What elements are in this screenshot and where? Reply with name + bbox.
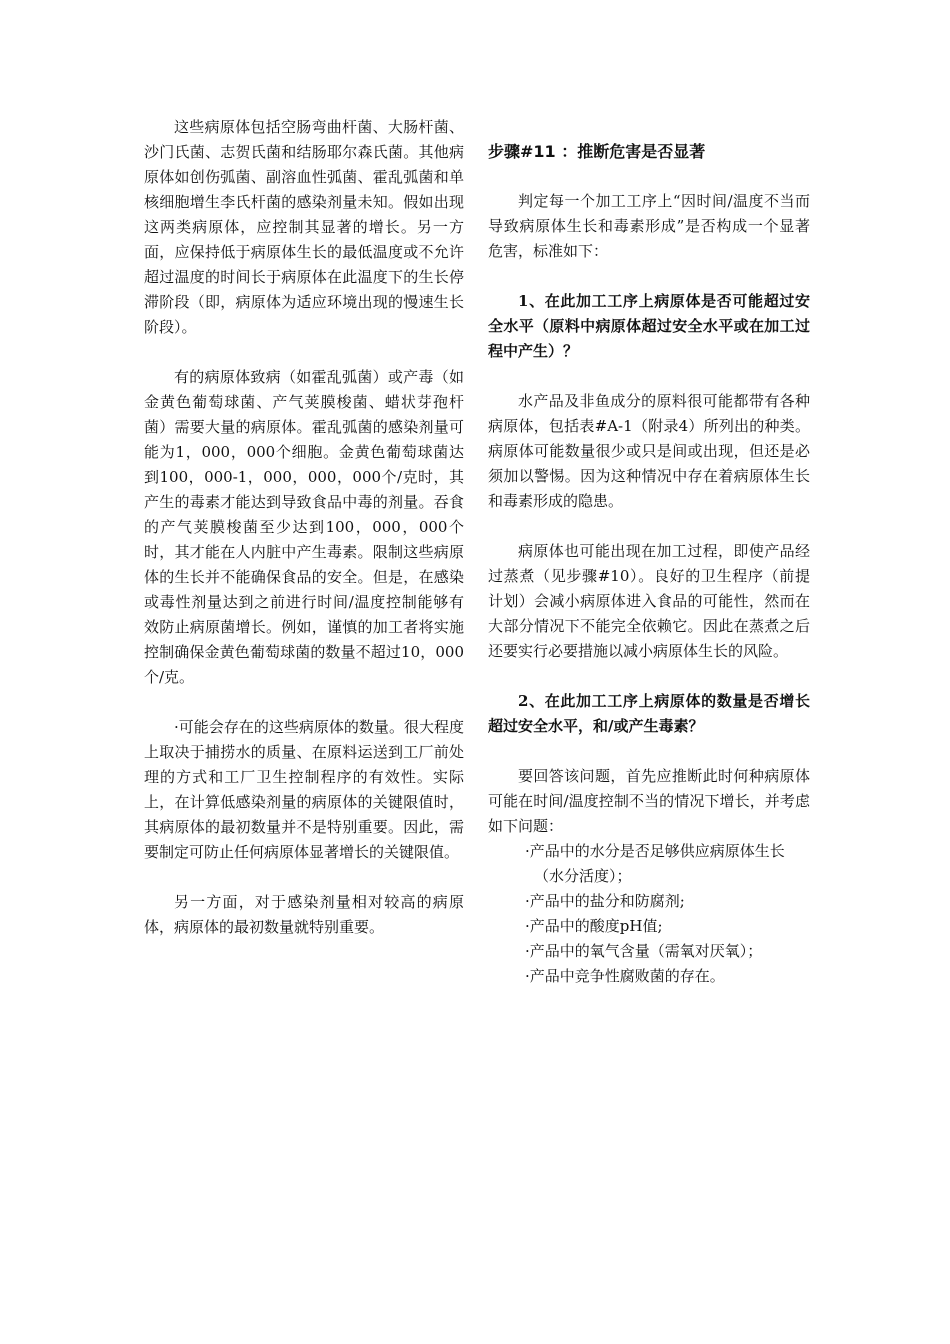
paragraph-initial-numbers: ·可能会存在的这些病原体的数量。很大程度上取决于捕捞水的质量、在原料运送到工厂前处理的方式和工厂卫生控制程序的有效性。实际上，在计算低感染剂量的病原体的关键限值时，其病原体的最初数量并不是特别重要。因此，需要制定可防止任何病原体显著增长的关键限值。 (144, 718, 464, 861)
paragraph-pathogens-list: 这些病原体包括空肠弯曲杆菌、大肠杆菌、沙门氏菌、志贺氏菌和结肠耶尔森氏菌。其他病原体如创伤弧菌、副溶血性弧菌、霍乱弧菌和单核细胞增生李氏杆菌的感染剂量未知。假如出现这两类病原体，应控制其显著的增长。另一方面，应保持低于病原体生长的最低温度或不允许超过温度的时间长于病原体在此温度下的生长停滞阶段（即，病原体为适应环境出现的慢速生长阶段）。 (144, 118, 464, 336)
right-column (488, 115, 810, 989)
question-1-heading: 1、在此加工工序上病原体是否可能超过安全水平（原料中病原体超过安全水平或在加工过程中产生）？ (488, 292, 810, 360)
question-1-paragraph-raw-materials: 水产品及非鱼成分的原料很可能都带有各种病原体，包括表#A-1（附录4）所列出的种类。病原体可能数量很少或只是间或出现，但还是必须加以警惕。因为这种情况中存在着病原体生长和毒素形成的隐患。 (488, 392, 810, 510)
list-item: ·产品中竞争性腐败菌的存在。 (525, 967, 725, 985)
step-heading: 步骤#11 ：推断危害是否显著 (488, 142, 706, 161)
paragraph-infective-dose: 有的病原体致病（如霍乱弧菌）或产毒（如金黄色葡萄球菌、产气荚膜梭菌、蜡状芽孢杆菌）需要大量的病原体。霍乱弧菌的感染剂量可能为1，000，000个细胞。金黄色葡萄球菌达到100，000-1，000，000，000个/克时，其产生的毒素才能达到导致食品中毒的剂量。吞食的产气荚膜梭菌至少达到100，000，000个时，其才能在人内脏中产生毒素。限制这些病原体的生长并不能确保食品的安全。但是，在感染或毒性剂量达到之前进行时间/温度控制能够有效防止病原菌增长。例如，谨慎的加工者将实施控制确保金黄色葡萄球菌的数量不超过10，000个/克。 (144, 368, 464, 686)
paragraph-high-dose-pathogens: 另一方面，对于感染剂量相对较高的病原体，病原体的最初数量就特别重要。 (144, 893, 464, 936)
question-1-paragraph-processing: 病原体也可能出现在加工过程，即使产品经过蒸煮（见步骤#10）。良好的卫生程序（前提计划）会减小病原体进入食品的可能性，然而在大部分情况下不能完全依赖它。因此在蒸煮之后还要实行必要措施以减小病原体生长的风险。 (488, 542, 810, 660)
considerations-list (488, 839, 810, 989)
left-column (144, 115, 464, 940)
question-2-paragraph: 要回答该问题，首先应推断此时何种病原体可能在时间/温度控制不当的情况下增长，并考虑如下问题： (488, 767, 810, 835)
list-item: ·产品中的氧气含量（需氧对厌氧）； (525, 942, 763, 960)
list-item: ·产品中的酸度pH值; (525, 917, 663, 935)
list-item: ·产品中的盐分和防腐剂; (525, 892, 685, 910)
list-item: ·产品中的水分是否足够供应病原体生长（水分活度）； (525, 842, 785, 885)
question-2-heading: 2、在此加工工序上病原体的数量是否增长超过安全水平，和/或产生毒素？ (488, 692, 810, 735)
intro-paragraph: 判定每一个加工工序上“因时间/温度不当而导致病原体生长和毒素形成”是否构成一个显著危害，标准如下： (488, 192, 810, 260)
